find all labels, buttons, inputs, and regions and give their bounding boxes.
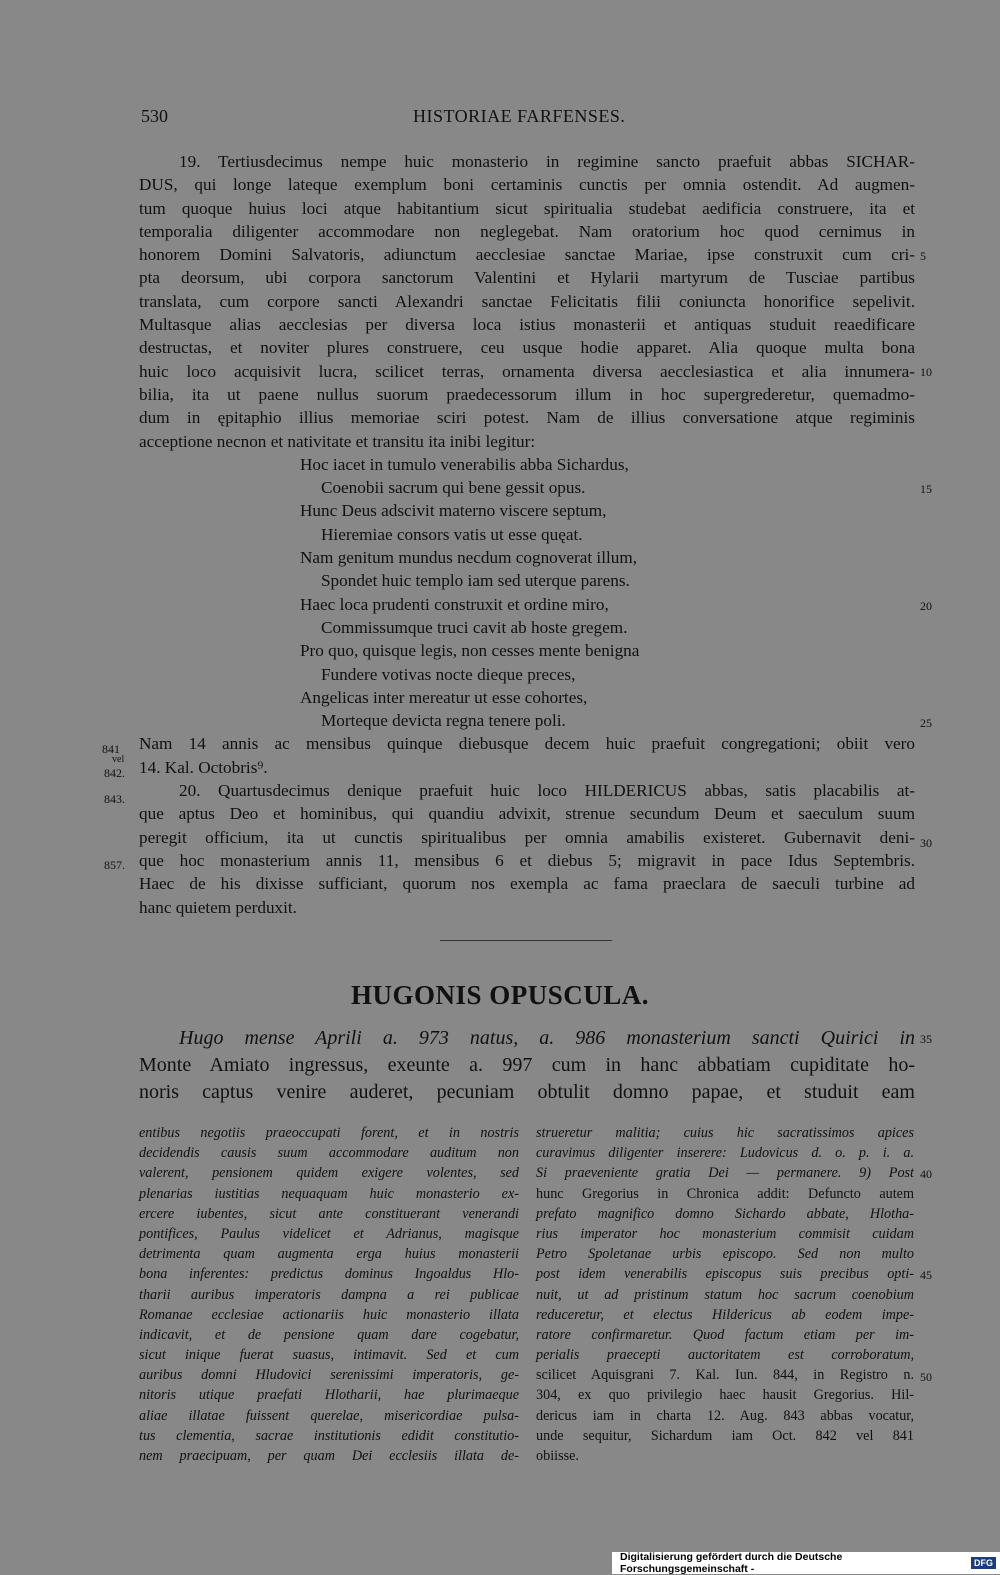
- margin-year: 843.: [104, 792, 125, 806]
- line-number: 10: [920, 365, 932, 379]
- text-line: 19. Tertiusdecimus nempe huic monasterio in regimine sancto praefuit abbas SICHAR-: [179, 152, 915, 171]
- text-line: Haec de his dixisse sufficiant, quorum nos exempla ac fama praeclara de saeculi turbine ad: [139, 874, 915, 894]
- digitization-footer: [612, 1552, 1000, 1574]
- verse-line: Hieremiae consors vatis ut esse quęat.: [321, 524, 583, 544]
- footnotes-right-column: [536, 1123, 914, 1466]
- footnote-line: aliae illatae fuissent querelae, misericordiae pulsa-: [139, 1407, 519, 1424]
- footnote-line: entibus negotiis praeoccupati forent, et in nostris: [139, 1125, 519, 1141]
- footnote-line: indicavit, et de pensione quam dare cogebatur,: [139, 1326, 519, 1343]
- footnote-line: bona inferentes: predictus dominus Ingoaldus Hlo-: [139, 1266, 519, 1283]
- margin-year: 841: [102, 742, 120, 756]
- verse-line: Hunc Deus adscivit materno viscere septum,: [300, 501, 607, 521]
- verse-line: Spondet huic templo iam sed uterque parens.: [321, 571, 630, 591]
- section-title: HUGONIS OPUSCULA.: [350, 980, 650, 1010]
- intro-line: Monte Amiato ingressus, exeunte a. 997 cum in hanc abbatiam cupiditate ho-: [139, 1054, 915, 1076]
- text-line: peregit officium, ita ut cunctis spiritualibus per omnia amabilis existeret. Gubernavit deni-: [139, 827, 915, 847]
- intro-line: noris captus venire auderet, pecuniam obtulit domno papae, et studuit eam: [139, 1081, 915, 1103]
- section-divider: [440, 940, 612, 941]
- text-line: DUS, qui longe lateque exemplum boni certaminis cunctis per omnia ostendit. Ad augmen-: [139, 175, 915, 195]
- footnote-line: valerent, pensionem quidem exigere volentes, sed: [139, 1165, 519, 1182]
- footnote-line: post idem venerabilis episcopus suis precibus opti-: [536, 1266, 914, 1283]
- verse-line: Nam genitum mundus necdum cognoverat illum,: [300, 548, 638, 568]
- footnote-line: pontifices, Paulus videlicet et Adrianus, magisque: [139, 1225, 519, 1242]
- line-number: 50: [920, 1370, 932, 1384]
- text-line: que hoc monasterium annis 11, mensibus 6 et diebus 5; migravit in pace Idus Septembris.: [139, 850, 915, 870]
- page-number: 530: [141, 106, 168, 126]
- text-line: translata, cum corpore sancti Alexandri sanctae Felicitatis filii coniuncta honorifice sepelivit.: [139, 291, 915, 311]
- line-number: 15: [920, 482, 932, 496]
- footnote-line: sicut inique fuerat suasus, intimavit. Sed et cum: [139, 1347, 519, 1364]
- footnote-line: Petro Spoletanae urbis episcopo. Sed non multo: [536, 1246, 914, 1263]
- verse-line: Commissumque truci cavit ab hoste gregem.: [321, 617, 628, 637]
- dfg-logo: DFG: [971, 1557, 996, 1569]
- text-line: 14. Kal. Octobris⁹.: [139, 757, 268, 777]
- verse-line: Hoc iacet in tumulo venerabilis abba Sichardus,: [300, 454, 629, 474]
- footnote-line: auribus domni Hludovici serenissimi imperatoris, ge-: [139, 1367, 519, 1384]
- text-line: honorem Domini Salvatoris, adiunctum aecclesiae sanctae Mariae, ipse construxit cum cri-: [139, 245, 915, 265]
- footnote-line: curavimus diligenter inserere: Ludovicus d. o. p. i. a.: [536, 1145, 914, 1162]
- text-line: destructas, et noviter plures construere, ceu usque hodie apparet. Alia quoque multa bona: [139, 338, 915, 358]
- footnote-line: obiisse.: [536, 1448, 579, 1464]
- text-line: Multasque alias aecclesias per diversa loca istius monasterii et antiquas studuit reaedificare: [139, 315, 915, 335]
- line-number: 35: [920, 1032, 932, 1046]
- footnote-line: nuit, ut ad pristinum statum hoc sacrum coenobium: [536, 1286, 914, 1303]
- text-line: hanc quietem perduxit.: [139, 897, 297, 917]
- text-line: tum quoque huius loci atque habitantium sicut spiritualia studebat aedificia construere, ita et: [139, 198, 915, 218]
- verse-line: Morteque devicta regna tenere poli.: [321, 711, 566, 731]
- footer-text: Digitalisierung gefördert durch die Deutsche Forschungsgemeinschaft -: [620, 1551, 843, 1575]
- text-line: que aptus Deo et hominibus, qui quandiu advixit, strenue secundum Deum et saeculum suum: [139, 804, 915, 824]
- footnote-line: prefato magnifico domno Sichardo abbate, Hlotha-: [536, 1205, 914, 1222]
- footnote-line: strueretur malitia; cuius hic sacratissimos apices: [536, 1125, 914, 1141]
- footnote-line: detrimenta quam augmenta erga huius monasterii: [139, 1246, 519, 1263]
- text-line: acceptione necnon et nativitate et transitu ita inibi legitur:: [139, 431, 536, 451]
- verse-line: Fundere votivas nocte dieque preces,: [321, 664, 576, 684]
- text-line: 20. Quartusdecimus denique praefuit huic loco HILDERICUS abbas, satis placabilis at-: [179, 781, 915, 801]
- footnote-line: nem praecipuam, per quam Dei ecclesiis illata de-: [139, 1448, 519, 1464]
- line-number: 45: [920, 1268, 932, 1282]
- footnote-line: tus clementia, sacrae institutionis edidit constitutio-: [139, 1427, 519, 1444]
- footnote-line: scilicet Aquisgrani 7. Kal. Iun. 844, in Registro n.: [536, 1367, 914, 1384]
- margin-year: 857.: [104, 858, 125, 872]
- intro-line: Hugo mense Aprili a. 973 natus, a. 986 monasterium sancti Quirici in: [179, 1027, 915, 1049]
- footnote-line: plenarias iustitias nequaquam huic monasterio ex-: [139, 1185, 519, 1202]
- footnote-line: ratore confirmaretur. Quod factum etiam per im-: [536, 1326, 914, 1343]
- line-number: 20: [920, 599, 932, 613]
- footnote-line: decidendis causis suum accommodare auditum non: [139, 1145, 519, 1162]
- footnote-line: ercere iubentes, sicut ante constituerant venerandi: [139, 1205, 519, 1222]
- main-text: [139, 150, 915, 919]
- text-line: bilia, ita ut paene nullus suorum praedecessorum illum in hoc supergrederetur, quemadmo-: [139, 384, 915, 404]
- footnote-line: dericus iam in charta 12. Aug. 843 abbas vocatur,: [536, 1407, 914, 1424]
- footnote-line: reduceretur, et electus Hildericus ab eodem impe-: [536, 1306, 914, 1323]
- footnote-line: unde sequitur, Sichardum iam Oct. 842 vel 841: [536, 1427, 914, 1444]
- footnote-line: tharii auribus imperatoris dampna a rei publicae: [139, 1286, 519, 1303]
- line-number: 30: [920, 836, 932, 850]
- line-number: 25: [920, 716, 932, 730]
- verse-line: Coenobii sacrum qui bene gessit opus.: [321, 478, 586, 498]
- footnote-line: Si praeveniente gratia Dei — permanere. 9) Post: [536, 1165, 914, 1182]
- footnote-line: hunc Gregorius in Chronica addit: Defuncto autem: [536, 1185, 914, 1202]
- verse-line: Haec loca prudenti construxit et ordine miro,: [300, 594, 609, 614]
- line-number: 5: [920, 249, 926, 263]
- verse-line: Angelicas inter mereatur ut esse cohortes,: [300, 687, 588, 707]
- margin-year: 842.: [104, 766, 125, 780]
- line-number: 40: [920, 1167, 932, 1181]
- text-line: temporalia diligenter accommodare non neglegebat. Nam oratorium hoc quod cernimus in: [139, 221, 915, 241]
- footnote-line: perialis praecepti auctoritatem est corroboratum,: [536, 1347, 914, 1364]
- intro-text: [139, 1025, 915, 1106]
- running-title: HISTORIAE FARFENSES.: [413, 106, 626, 126]
- text-line: huic loco acquisivit lucra, scilicet terras, ornamenta diversa aecclesiastica et alia innumera-: [139, 361, 915, 381]
- footnote-line: Romanae ecclesiae actionariis huic monasterio illata: [139, 1306, 519, 1323]
- text-line: dum in ępitaphio illius memoriae sciri potest. Nam de illius conversatione atque regiminis: [139, 408, 915, 428]
- text-line: pta deorsum, ubi corpora sanctorum Valentini et Hylarii martyrum de Tusciae partibus: [139, 268, 915, 288]
- footnote-line: nitoris utique praefati Hlotharii, hae plurimaeque: [139, 1387, 519, 1404]
- margin-year-vel: vel: [112, 754, 125, 765]
- footnote-line: rius imperator hoc monasterium commisit cuidam: [536, 1225, 914, 1242]
- footnote-line: 304, ex quo privilegio haec hausit Gregorius. Hil-: [536, 1387, 914, 1404]
- text-line: Nam 14 annis ac mensibus quinque diebusque decem huic praefuit congregationi; obiit vero: [139, 734, 915, 754]
- verse-line: Pro quo, quisque legis, non cesses mente benigna: [300, 641, 640, 661]
- footnotes-left-column: [139, 1123, 519, 1466]
